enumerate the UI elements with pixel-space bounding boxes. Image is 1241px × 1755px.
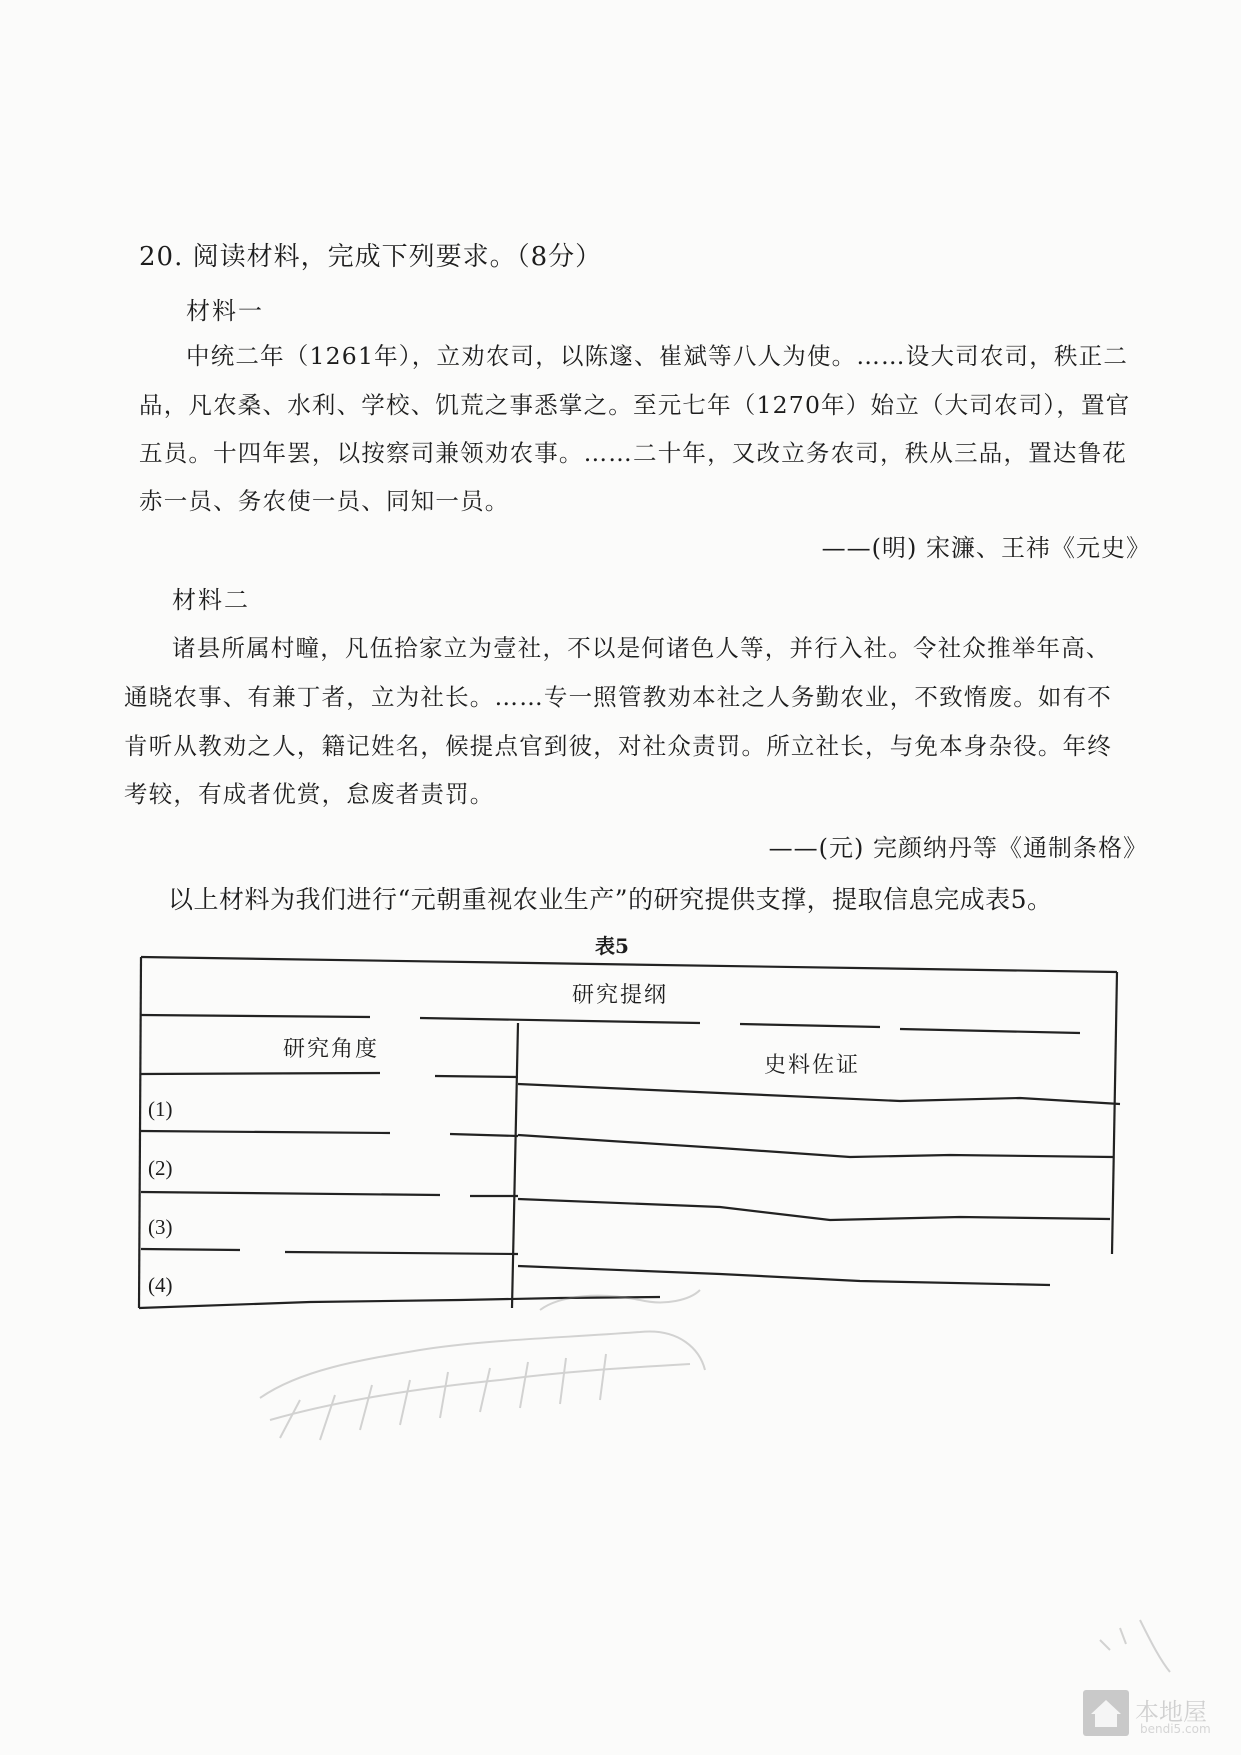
material1-line: 五员。十四年罢，以按察司兼领劝农事。……二十年，又改立务农司，秩从三品，置达鲁花 [139, 439, 1127, 467]
table-row-label: (3) [148, 1215, 173, 1239]
home-logo-icon [1083, 1690, 1129, 1736]
table-row-rule [518, 1199, 1110, 1220]
table-row-rule [518, 1266, 1050, 1285]
table-header-rule [141, 1015, 1080, 1033]
material1-line: 赤一员、务农使一员、同知一员。 [139, 487, 510, 515]
table-row-rule [518, 1135, 1113, 1157]
material2-line: 通晓农事、有兼丁者，立为社长。……专一照管教劝本社之人务勤农业，不致惰废。如有不 [124, 683, 1112, 711]
table-row-rule [141, 1131, 518, 1136]
table-column-divider [512, 1023, 518, 1308]
material1-line: 中统二年（1261年），立劝农司，以陈邃、崔斌等八人为使。……设大司农司，秩正二 [186, 342, 1129, 370]
house-icon [1083, 1690, 1129, 1736]
table-col2-header: 史料佐证 [764, 1053, 861, 1078]
material2-line: 肯听从教劝之人，籍记姓名，候提点官到彼，对社众责罚。所立社长，与免本身杂役。年终 [124, 732, 1112, 760]
material2-line: 诸县所属村疃，凡伍拾家立为壹社，不以是何诸色人等，并行入社。令社众推举年高、 [172, 634, 1111, 662]
smudge-stamp [260, 1290, 1170, 1672]
material1-source: ——(明) 宋濂、王祎《元史》 [821, 534, 1151, 562]
table-row-label: (1) [148, 1097, 173, 1121]
material1-title: 材料一 [186, 297, 264, 325]
table-border-right [1112, 972, 1117, 1254]
watermark-url: bendi5.com [1140, 1722, 1211, 1736]
table-header: 研究提纲 [572, 983, 669, 1008]
table-border-top [141, 957, 1117, 972]
table-border-left [139, 957, 141, 1308]
question-heading: 20. 阅读材料，完成下列要求。（8分） [139, 242, 603, 272]
material2-source: ——(元) 完颜纳丹等《通制条格》 [768, 834, 1148, 862]
table-row-label: (4) [148, 1273, 173, 1297]
table-row-label: (2) [148, 1156, 173, 1180]
watermark-text: 本地屋 [1135, 1698, 1207, 1726]
table-intro: 以上材料为我们进行“元朝重视农业生产”的研究提供支撑，提取信息完成表5。 [168, 885, 1053, 914]
table-col1-header: 研究角度 [283, 1037, 380, 1062]
table-row-rule [518, 1084, 1120, 1104]
material1-line: 品，凡农桑、水利、学校、饥荒之事悉掌之。至元七年（1270年）始立（大司农司），置官 [139, 391, 1131, 419]
material2-title: 材料二 [172, 586, 250, 614]
table-border-bottom [139, 1297, 660, 1308]
table-row-rule [141, 1249, 518, 1254]
material2-line: 考较，有成者优赏，怠废者责罚。 [124, 780, 495, 808]
table-row-rule [141, 1192, 518, 1196]
table-colhead-rule-left [141, 1073, 518, 1077]
table-caption: 表5 [595, 934, 629, 958]
